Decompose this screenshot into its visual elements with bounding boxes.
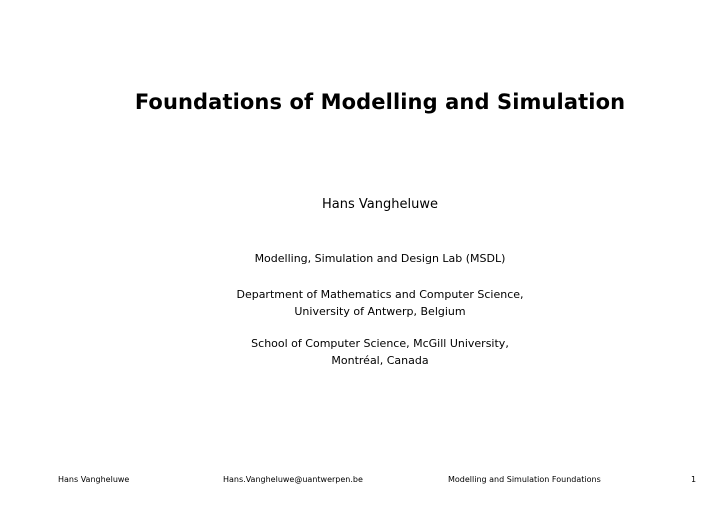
- slide-title: Foundations of Modelling and Simulation: [134, 90, 626, 114]
- affiliation-school-line-2: Montréal, Canada: [331, 354, 429, 367]
- affiliation-department-line-1: Department of Mathematics and Computer Science,: [236, 288, 524, 301]
- footer-talk-title: Modelling and Simulation Foundations: [448, 475, 601, 484]
- author-name: Hans Vangheluwe: [322, 197, 438, 212]
- affiliation-school: [0, 335, 720, 369]
- affiliation-department: [0, 286, 720, 320]
- affiliation-department-line-2: University of Antwerp, Belgium: [294, 305, 466, 318]
- affiliation-school-line-1: School of Computer Science, McGill University,: [251, 337, 509, 350]
- affiliation-lab: [0, 250, 720, 267]
- footer-page-number: 1: [691, 475, 697, 484]
- footer-email: Hans.Vangheluwe@uantwerpen.be: [223, 475, 363, 484]
- affiliation-lab-line: Modelling, Simulation and Design Lab (MSDL): [254, 252, 506, 265]
- footer-author: Hans Vangheluwe: [58, 475, 130, 484]
